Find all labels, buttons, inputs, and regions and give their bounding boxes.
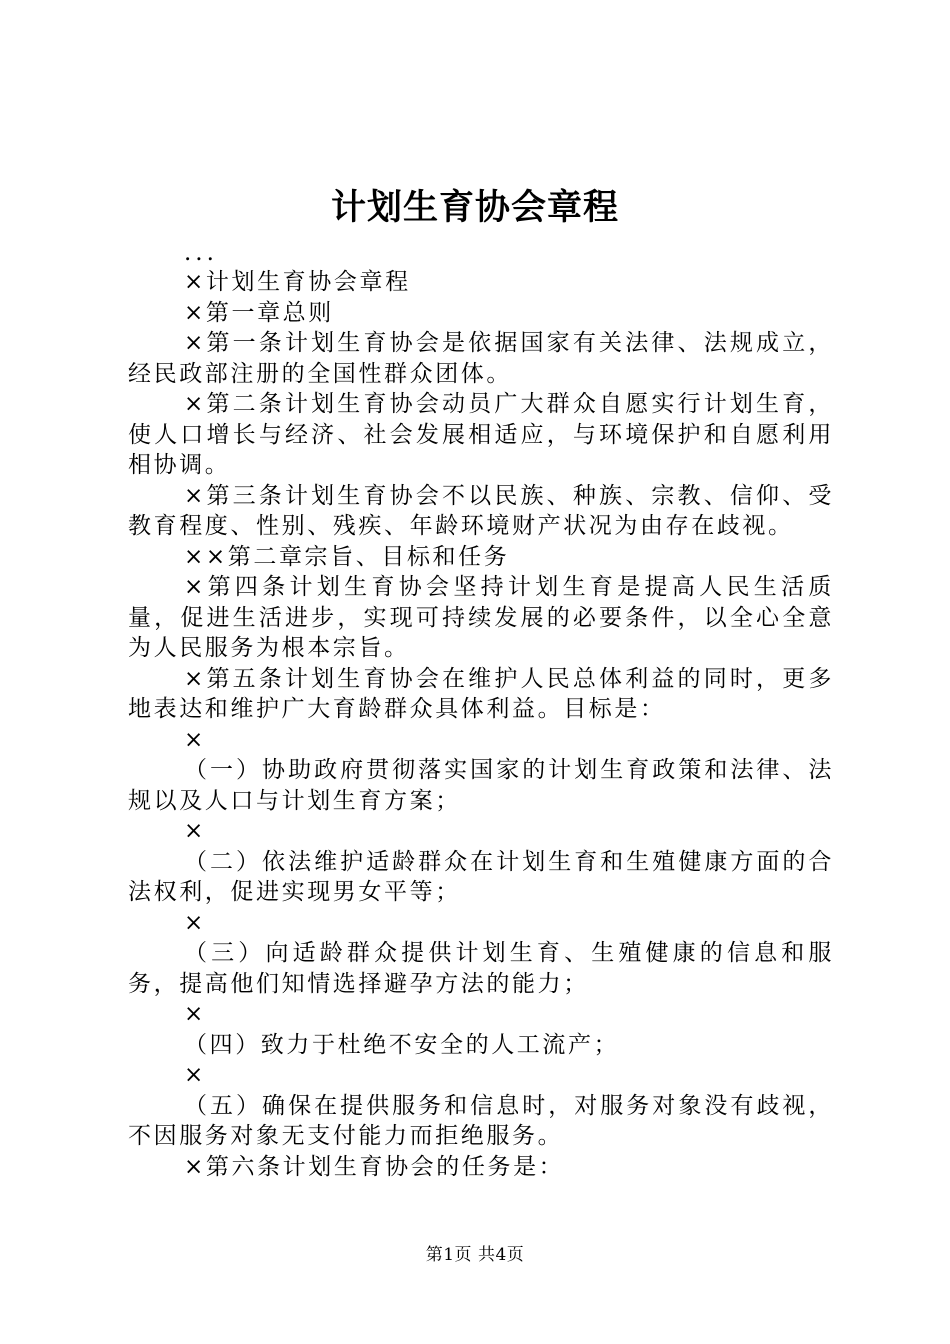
paragraph: （二）依法维护适龄群众在计划生育和生殖健康方面的合法权利，促进实现男女平等； xyxy=(128,848,834,905)
paragraph: ×第一章总则 xyxy=(184,299,334,326)
paragraph: （四）致力于杜绝不安全的人工流产； xyxy=(184,1031,620,1058)
paragraph: ×第四条计划生育协会坚持计划生育是提高人民生活质量，促进生活进步，实现可持续发展的必要条件，以全心全意为人民服务为根本宗旨。 xyxy=(128,574,834,661)
paragraph-marker: × xyxy=(184,1062,206,1088)
paragraph: （一）协助政府贯彻落实国家的计划生育政策和法律、法规以及人口与计划生育方案； xyxy=(128,757,834,814)
paragraph: ... xyxy=(184,240,218,266)
document-body xyxy=(128,239,834,1182)
paragraph: ×第六条计划生育协会的任务是： xyxy=(184,1153,565,1180)
paragraph: （五）确保在提供服务和信息时，对服务对象没有歧视，不因服务对象无支付能力而拒绝服务。 xyxy=(128,1092,834,1149)
paragraph: ×计划生育协会章程 xyxy=(184,269,411,295)
paragraph-marker: × xyxy=(184,726,206,753)
paragraph: ×第五条计划生育协会在维护人民总体利益的同时，更多地表达和维护广大育龄群众具体利益。目标是： xyxy=(128,665,834,722)
document-title: 计划生育协会章程 xyxy=(330,187,619,228)
paragraph: ××第二章宗旨、目标和任务 xyxy=(184,543,510,570)
paragraph-marker: × xyxy=(184,1001,206,1027)
paragraph: ×第一条计划生育协会是依据国家有关法律、法规成立，经民政部注册的全国性群众团体。 xyxy=(128,330,834,387)
paragraph: （三）向适龄群众提供计划生育、生殖健康的信息和服务，提高他们知情选择避孕方法的能力； xyxy=(128,940,834,997)
page-number-footer: 第1页 共4页 xyxy=(425,1245,525,1265)
paragraph-marker: × xyxy=(184,818,206,844)
paragraph-marker: × xyxy=(184,909,206,936)
paragraph: ×第三条计划生育协会不以民族、种族、宗教、信仰、受教育程度、性别、残疾、年龄环境财产状况为由存在歧视。 xyxy=(128,482,834,539)
paragraph: ×第二条计划生育协会动员广大群众自愿实行计划生育，使人口增长与经济、社会发展相适应，与环境保护和自愿利用相协调。 xyxy=(128,391,834,478)
